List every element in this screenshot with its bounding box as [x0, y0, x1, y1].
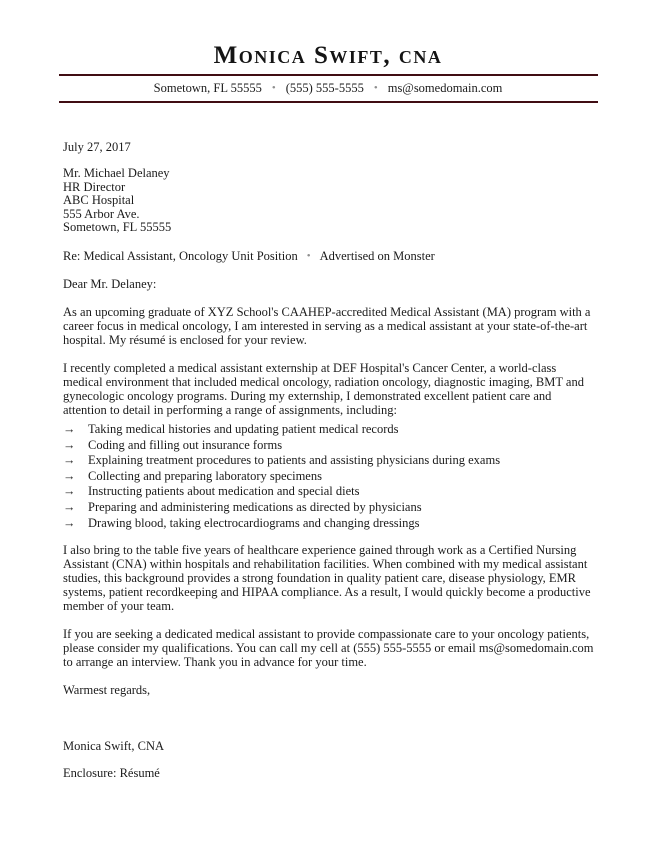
duty-item	[63, 500, 596, 516]
duty-text: Preparing and administering medications as directed by physicians	[88, 499, 422, 514]
separator-dot-icon: •	[373, 82, 378, 94]
letterhead	[0, 0, 656, 103]
arrow-bullet-icon: →	[63, 484, 76, 499]
paragraph-experience: I also bring to the table five years of healthcare experience gained through work as a Certified Nursing Assistant (CNA) within hospitals and rehabilitation facilities. When combined with my medical assistant studies, this background provides a strong foundation in quality patient care, disease physiology, EMR systems, patient recordkeeping and HIPAA compliance. As a result, I would quickly become a productive member of your team.	[63, 543, 591, 614]
enclosure-note: Enclosure: Résumé	[63, 766, 160, 781]
separator-dot-icon: •	[271, 82, 276, 94]
duty-item	[63, 516, 596, 532]
recipient-street: 555 Arbor Ave.	[63, 206, 140, 221]
date-line: July 27, 2017	[63, 140, 131, 154]
recipient-name: Mr. Michael Delaney	[63, 166, 170, 180]
duties-list	[63, 422, 596, 531]
divider-bottom	[59, 101, 598, 103]
duty-text: Coding and filling out insurance forms	[88, 437, 283, 452]
paragraph-externship: I recently completed a medical assistant externship at DEF Hospital's Cancer Center, a world-class medical environment that included medical oncology, radiation oncology, diagnostic imaging, BMT and gynecologic oncology programs. During my externship, I demonstrated excellent patient care and attention to detail in performing a range of assignments, including:	[63, 360, 584, 417]
applicant-name-title: Monica Swift, cna	[213, 42, 443, 69]
arrow-bullet-icon: →	[63, 437, 76, 452]
duty-item	[63, 469, 596, 485]
recipient-title: HR Director	[63, 179, 126, 194]
letter-body	[0, 140, 656, 780]
salutation: Dear Mr. Delaney:	[63, 276, 157, 291]
subject-position: Re: Medical Assistant, Oncology Unit Position	[63, 248, 298, 263]
contact-location: Sometown, FL 55555	[153, 81, 262, 95]
paragraph-closing: If you are seeking a dedicated medical assistant to provide compassionate care to your oncology patients, please consider my qualifications. You can call my cell at (555) 555-5555 or email ms@somedomain.com to arrange an interview. Thank you in advance for your time.	[63, 627, 594, 670]
arrow-bullet-icon: →	[63, 468, 76, 483]
arrow-bullet-icon: →	[63, 421, 76, 436]
arrow-bullet-icon: →	[63, 499, 76, 514]
contact-line	[0, 76, 656, 101]
contact-phone: (555) 555-5555	[285, 81, 364, 95]
separator-dot-icon: •	[306, 249, 311, 262]
recipient-block	[63, 167, 596, 235]
contact-email: ms@somedomain.com	[387, 81, 503, 95]
valediction: Warmest regards,	[63, 683, 151, 698]
duty-item	[63, 453, 596, 469]
paragraph-intro: As an upcoming graduate of XYZ School's CAAHEP-accredited Medical Assistant (MA) program with a career focus in medical oncology, I am interested in serving as a medical assistant at your state-of-the-art hospital. My résumé is enclosed for your review.	[63, 304, 591, 347]
duty-text: Taking medical histories and updating patient medical records	[88, 421, 399, 436]
recipient-city: Sometown, FL 55555	[63, 220, 172, 235]
signature-name: Monica Swift, CNA	[63, 739, 165, 754]
recipient-company: ABC Hospital	[63, 193, 135, 208]
subject-source: Advertised on Monster	[319, 248, 435, 263]
duty-item	[63, 438, 596, 454]
arrow-bullet-icon: →	[63, 453, 76, 468]
duty-item	[63, 422, 596, 438]
duty-item	[63, 484, 596, 500]
duty-text: Collecting and preparing laboratory specimens	[88, 468, 322, 483]
duty-text: Instructing patients about medication and special diets	[88, 484, 360, 499]
duty-text: Explaining treatment procedures to patients and assisting physicians during exams	[88, 453, 501, 468]
duty-text: Drawing blood, taking electrocardiograms and changing dressings	[88, 515, 420, 530]
subject-line	[63, 249, 596, 263]
arrow-bullet-icon: →	[63, 515, 76, 530]
